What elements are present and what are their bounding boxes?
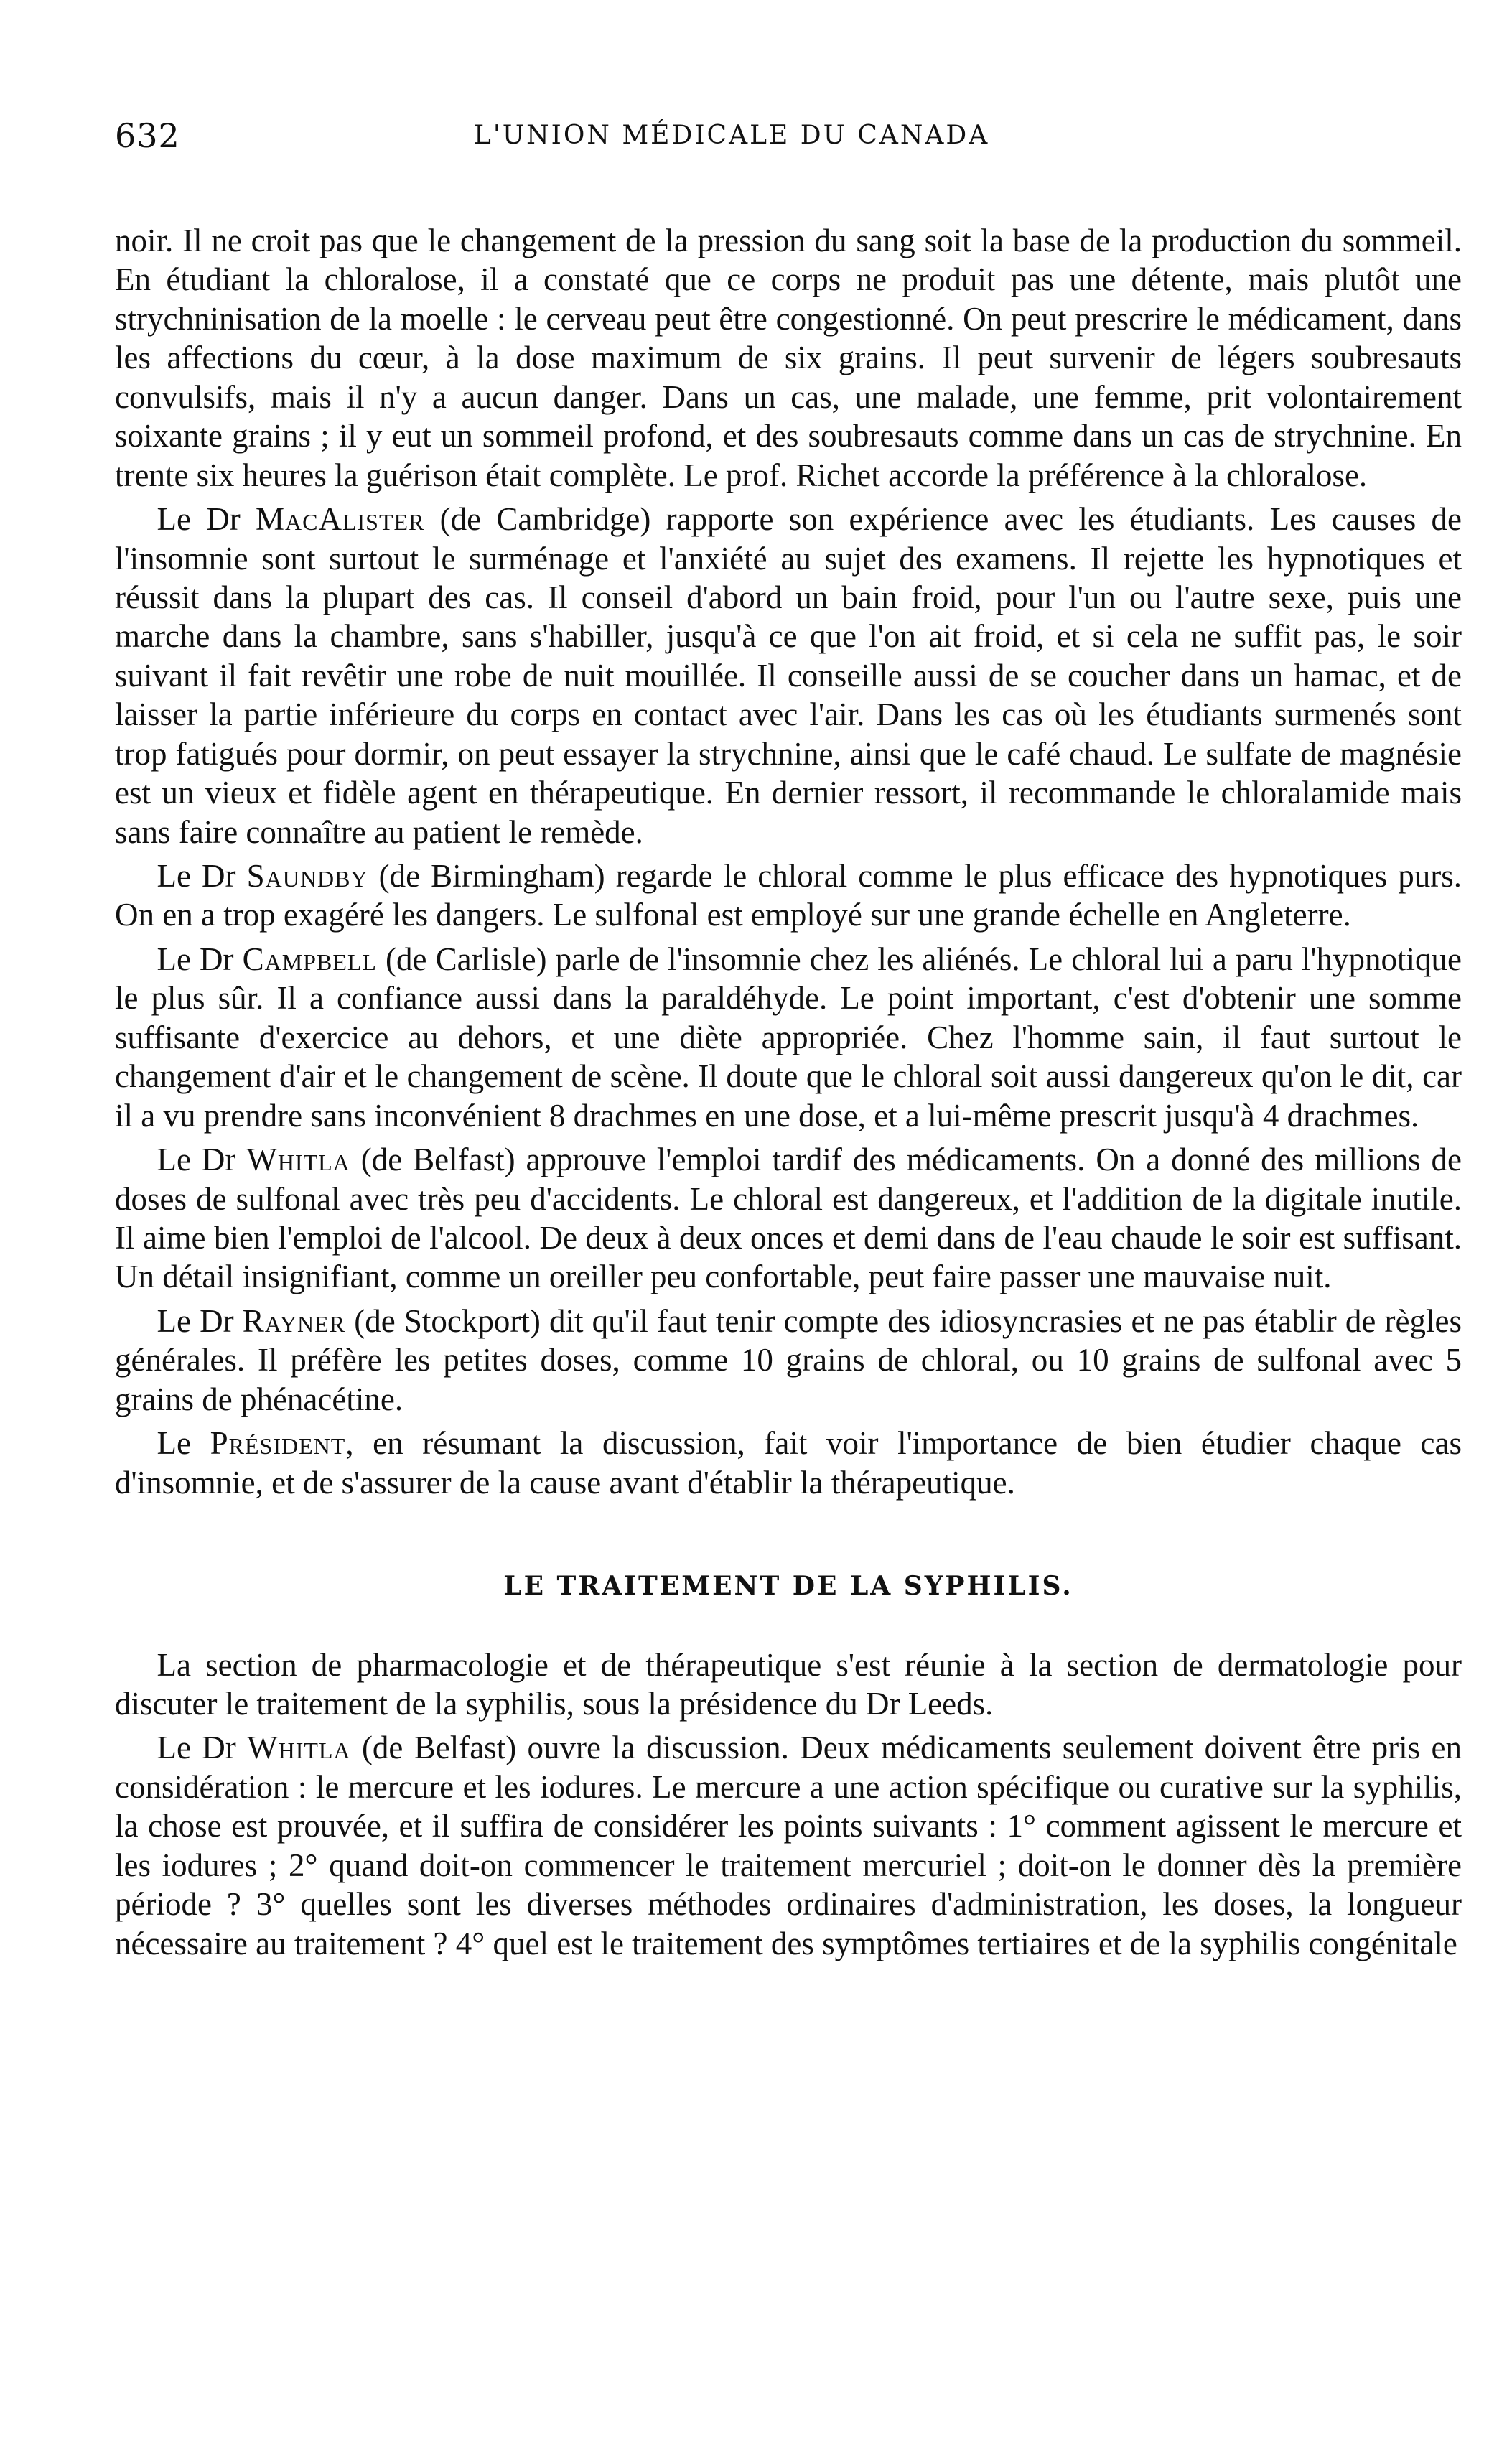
- paragraph-text: (de Belfast) approuve l'emploi tardif des médicaments. On a donné des millions de doses de sulfonal avec très peu d'accidents. Le chloral est dangereux, et l'addition de la digitale inutile. Il aime bien l'emploi de l'alcool. De deux à deux onces et demi dans de l'eau chaude le soir est suffisant. Un détail insignifiant, comme un oreiller peu confortable, peut faire passer une mauvaise nuit.: [115, 1142, 1462, 1295]
- paragraph-campbell: [115, 940, 1462, 1135]
- paragraph-text: , en résumant la discussion, fait voir l'importance de bien étudier chaque cas d'insomnie, et de s'assurer de la cause avant d'établir la thérapeutique.: [115, 1425, 1462, 1501]
- article-body: [115, 221, 1462, 1963]
- paragraph-continuation: [115, 221, 1462, 495]
- paragraph-prefix: Le Dr: [157, 1142, 236, 1178]
- paragraph-text: noir. Il ne croit pas que le changement de la pression du sang soit la base de la production du sommeil. En étudiant la chloralose, il a constaté que ce corps ne produit pas une détente, mais plutôt une strychninisation de la moelle : le cerveau peut être congestionné. On peut prescrire le médicament, dans les affections du cœur, à la dose maximum de six grains. Il peut survenir de légers soubresauts convulsifs, mais il n'y a aucun danger. Dans un cas, une malade, une femme, prit volontairement soixante grains ; il y eut un sommeil profond, et des soubresauts comme dans un cas de strychnine. En trente six heures la guérison était complète. Le prof. Richet accorde la préférence à la chloralose.: [115, 223, 1462, 493]
- paragraph-whitla: [115, 1140, 1462, 1297]
- journal-title: L'UNION MÉDICALE DU CANADA: [474, 121, 990, 150]
- author-name: Whitla: [246, 1142, 350, 1178]
- section-title: LE TRAITEMENT DE LA SYPHILIS.: [503, 1571, 1073, 1601]
- paragraph-prefix: Le Dr: [157, 858, 236, 894]
- paragraph-saundby: [115, 857, 1462, 935]
- running-head: [115, 108, 1462, 165]
- paragraph-text: (de Carlisle) parle de l'insomnie chez les aliénés. Le chloral lui a paru l'hypnotique le plus sûr. Il a confiance aussi dans la paraldéhyde. Le point important, c'est d'obtenir une somme suffisante d'exercice au dehors, et une diète appropriée. Chez l'homme sain, il faut surtout le changement d'air et le changement de scène. Il doute que le chloral soit aussi dangereux qu'on le dit, car il a vu prendre sans inconvénient 8 drachmes en une dose, et a lui-même prescrit jusqu'à 4 drachmes.: [115, 941, 1462, 1134]
- paragraph-macalister: [115, 500, 1462, 851]
- paragraph-president: [115, 1424, 1462, 1502]
- paragraph-text: (de Birmingham) regarde le chloral comme le plus efficace des hypnotiques purs. On en a trop exagéré les dangers. Le sulfonal est employé sur une grande échelle en Angleterre.: [115, 858, 1462, 933]
- author-name: Campbell: [242, 941, 377, 977]
- author-name: Rayner: [242, 1302, 346, 1339]
- paragraph-prefix: Le: [157, 1425, 191, 1462]
- author-name: MacAlister: [255, 501, 425, 538]
- paragraph-prefix: Le Dr: [157, 1730, 236, 1766]
- author-name: Saundby: [246, 858, 368, 894]
- paragraph-syphilis-intro: [115, 1646, 1462, 1724]
- page-number: 632: [115, 116, 180, 155]
- paragraph-text: (de Stockport) dit qu'il faut tenir compte des idiosyncrasies et ne pas établir de règles générales. Il préfère les petites doses, comme 10 grains de chloral, ou 10 grains de sulfonal avec 5 grains de phénacétine.: [115, 1302, 1462, 1417]
- paragraph-prefix: Le Dr: [157, 501, 241, 538]
- paragraph-prefix: Le Dr: [157, 1302, 234, 1339]
- author-name: Président: [210, 1425, 346, 1462]
- paragraph-prefix: Le Dr: [157, 941, 234, 977]
- paragraph-whitla-syphilis: [115, 1728, 1462, 1963]
- paragraph-text: (de Cambridge) rapporte son expérience avec les étudiants. Les causes de l'insomnie sont surtout le surménage et l'anxiété au sujet des examens. Il rejette les hypnotiques et réussit dans la plupart des cas. Il conseil d'abord un bain froid, pour l'un ou l'autre sexe, puis une marche dans la chambre, sans s'habiller, jusqu'à ce que l'on ait froid, et si cela ne suffit pas, le soir suivant il fait revêtir une robe de nuit mouillée. Il conseille aussi de se coucher dans un hamac, et de laisser la partie inférieure du corps en contact avec l'air. Dans les cas où les étudiants surmenés sont trop fatigués pour dormir, on peut essayer la strychnine, ainsi que le café chaud. Le sulfate de magnésie est un vieux et fidèle agent en thérapeutique. En dernier ressort, il recommande le chloralamide mais sans faire connaître au patient le remède.: [115, 501, 1462, 850]
- author-name: Whitla: [247, 1730, 351, 1766]
- paragraph-rayner: [115, 1302, 1462, 1419]
- paragraph-text: (de Belfast) ouvre la discussion. Deux médicaments seulement doivent être pris en considération : le mercure et les iodures. Le mercure a une action spécifique ou curative sur la syphilis, la chose est prouvée, et il suffira de considérer les points suivants : 1° comment agissent le mercure et les iodures ; 2° quand doit-on commencer le traitement mercuriel ; doit-on le donner dès la première période ? 3° quelles sont les diverses méthodes ordinaires d'administration, les doses, la longueur nécessaire au traitement ? 4° quel est le traitement des symptômes tertiaires et de la syphilis congénitale: [115, 1730, 1462, 1961]
- paragraph-text: La section de pharmacologie et de thérapeutique s'est réunie à la section de dermatologie pour discuter le traitement de la syphilis, sous la présidence du Dr Leeds.: [115, 1646, 1462, 1722]
